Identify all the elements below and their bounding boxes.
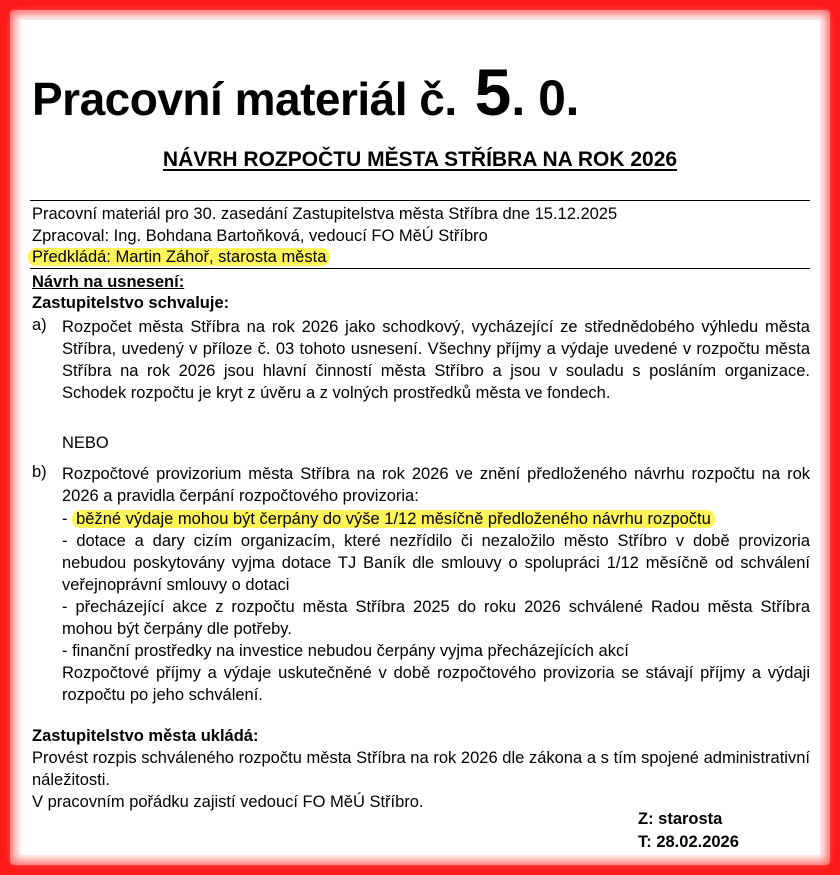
item-b-rule-4: - finanční prostředky na investice nebudou čerpány vyjma přecházejících akcí (62, 642, 629, 660)
item-b-intro: Rozpočtové provizorium města Stříbra na rok 2026 ve znění předloženého návrhu rozpočtu na rok 2026 a pravidla čerpání rozpočtového provizoria: (62, 465, 810, 505)
approves-label: Zastupitelstvo schvaluje: (32, 294, 230, 312)
item-a-letter: a) (32, 316, 47, 334)
item-b-outro: Rozpočtové příjmy a výdaje uskutečněné v době rozpočtového provizoria se stávají příjmy a výdaji rozpočtu po jeho schválení. (62, 664, 810, 704)
divider-mid (30, 268, 810, 269)
item-b-rule-3: - přecházející akce z rozpočtu města Stříbra 2025 do roku 2026 schválené Radou města Stříbra mohou být čerpány dle potřeby. (62, 598, 810, 638)
imposes-text: Provést rozpis schváleného rozpočtu města Stříbra na rok 2026 dle zákona a s tím spojené administrativní náležitosti. (32, 749, 810, 789)
title-number: 5 (474, 55, 512, 129)
document-page (20, 20, 820, 855)
item-b-rule-2: - dotace a dary cizím organizacím, které nezřídilo či nezaložilo město Stříbro v době provizoria nebudou poskytovány vyjma dotace TJ Baník dle smlouvy o spolupráci 1/12 měsíčně od schválení veřejnoprávní smlouvy o dotaci (62, 532, 810, 594)
meta-line-author: Zpracoval: Ing. Bohdana Bartoňková, vedoucí FO MěÚ Stříbro (32, 227, 488, 245)
title-prefix: Pracovní materiál č. (32, 73, 457, 125)
meta-line-session: Pracovní materiál pro 30. zasedání Zastupitelstva města Stříbra dne 15.12.2025 (32, 205, 618, 223)
imposes-text-2: V pracovním pořádku zajistí vedoucí FO MěÚ Stříbro. (32, 793, 424, 811)
title-suffix: . 0. (511, 70, 579, 126)
meta-line-presenter: Předkládá: Martin Záhoř, starosta města (28, 246, 330, 268)
imposes-label: Zastupitelstvo města ukládá: (32, 727, 259, 745)
item-b-rule-1: - běžné výdaje mohou být čerpány do výše 1/12 měsíčně předloženého návrhu rozpočtu (62, 508, 715, 530)
responsible-line: Z: starosta (638, 810, 723, 828)
item-b-letter: b) (32, 463, 47, 481)
document-title (32, 54, 579, 130)
or-separator: NEBO (62, 434, 109, 452)
resolution-label: Návrh na usnesení: (32, 273, 185, 291)
item-a-text: Rozpočet města Stříbra na rok 2026 jako schodkový, vycházející ze střednědobého výhledu města Stříbra, uvedený v příloze č. 03 tohoto usnesení. Všechny příjmy a výdaje uvedené v rozpočtu města Stříbra na rok 2026 jsou hlavní činností města Stříbro a jsou v souladu s posláním organizace. Schodek rozpočtu je kryt z úvěru a z volných prostředků města ve fondech. (62, 318, 810, 402)
divider-top (30, 200, 810, 201)
budget-heading: NÁVRH ROZPOČTU MĚSTA STŘÍBRA NA ROK 2026 (162, 148, 678, 171)
deadline-line: T: 28.02.2026 (638, 833, 739, 851)
